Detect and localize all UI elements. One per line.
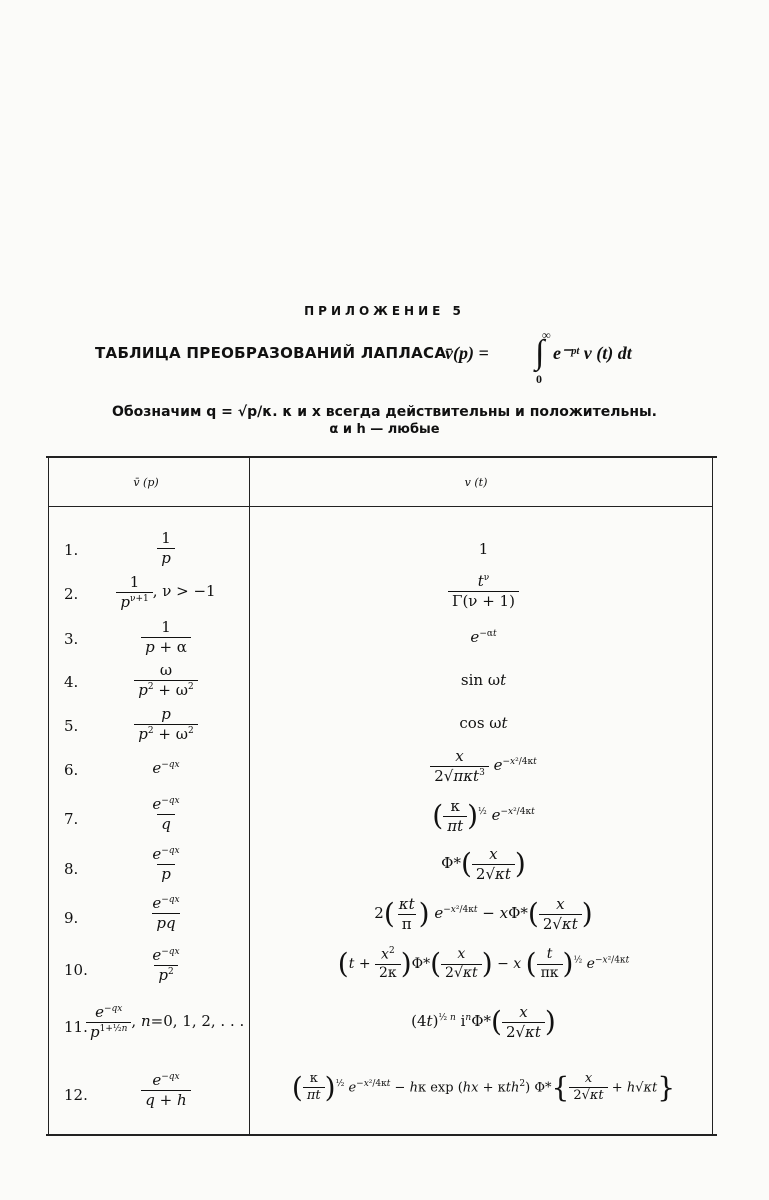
original-cell: sin ωt [460,671,507,689]
row-number: 6. [64,761,79,779]
original-cell: ( $\frac{\kappa}{\pi t}$ )$^{\frac{1}{2}}$ $e^{-x^2/4\kappa t} - h\kappa$ exp (hx + κth$^2$) Φ*{ $\frac{x}{2√\kappa t}$ + h√κt} [291,1070,676,1104]
original-cell: 2( $\frac{\kappa t}{\pi}$ ) $e^{-x^2/4\kappa t} - x\Phi*$( $\frac{x}{2√\kappa t}$ ) [374,895,593,933]
row-number: 10. [64,961,88,979]
image-cell: $\frac{1}{p + \alpha}$ [91,619,241,655]
appendix-label: ПРИЛОЖЕНИЕ 5 [304,304,465,318]
page-title: ТАБЛИЦА ПРЕОБРАЗОВАНИЙ ЛАПЛАСА [95,344,447,362]
row-number: 2. [64,585,79,603]
column-header-image: v̄ (p) [133,476,159,489]
integral-lower-limit: 0 [536,372,542,386]
image-cell: $\frac{e^{-qx}}{p}$ [152,845,180,883]
image-cell: $e^{-qx}$ [152,759,180,777]
row-number: 7. [64,810,79,828]
table-border-left [48,458,49,1134]
image-cell: $\frac{1}{p^{\nu+1}}$ , ν > −1 [91,574,241,610]
original-cell: 1 [478,540,489,558]
laplace-formula [445,330,705,390]
title-block [95,330,695,390]
row-number: 1. [64,541,79,559]
formula-lhs: v̄(p) = [445,343,489,363]
image-cell: $\frac{e^{-qx}}{pq}$ [152,894,180,932]
header-divider [48,506,712,507]
table-border-right [712,458,713,1134]
original-cell: (t + $\frac{x^2}{2\kappa}$ )Φ*( $\frac{x}{2√\kappa t}$ ) − x ( $\frac{t}{\pi\kappa}$ )$^{\frac{1}{2}}$ $e^{-x^2/4\kappa t}$ [337,946,630,982]
column-header-original: v (t) [464,476,488,489]
row-number: 12. [64,1086,88,1104]
original-cell: $\frac{x}{2√\pi\kappa t^3}$ $e^{-x^2/4\kappa t}$ [256,748,711,784]
integral-upper-limit: ∞ [542,328,551,342]
row-number: 8. [64,860,79,878]
row-number: 9. [64,909,79,927]
row-number: 3. [64,630,79,648]
subtitle-line-2: α и h — любые [329,422,440,437]
image-cell: $\frac{\omega}{p^2 + \omega^2}$ [91,662,241,698]
laplace-table [46,456,717,1136]
row-number: 4. [64,673,79,691]
image-cell: $\frac{1}{p}$ [91,530,241,566]
original-cell: ( $\frac{\kappa}{\pi t}$ )$^{\frac{1}{2}}$ $e^{-x^2/4\kappa t}$ [432,797,535,835]
image-cell: $\frac{p}{p^2 + \omega^2}$ [91,706,241,742]
original-cell: Φ*( $\frac{x}{2√\kappa t}$ ) [441,845,526,883]
image-cell: $\frac{e^{-qx}}{p^{1+\frac{1}{2}n}}$ , n=0, 1, 2, . . . [86,1004,251,1040]
formula-rhs: e⁻ᵖᵗ v (t) dt [553,343,632,363]
integral-sign-icon: ∫ [535,334,545,371]
row-number: 11. [64,1018,88,1036]
original-cell: cos ωt [459,714,508,732]
original-cell: $(4t)^{\frac{1}{2} n}$ $i^n\Phi*$( $\frac{x}{2√\kappa t}$ ) [411,1003,556,1041]
image-cell: $\frac{e^{-qx}}{q + h}$ [91,1072,241,1108]
image-cell: $\frac{e^{-qx}}{p^2}$ [152,946,180,984]
image-cell: $\frac{e^{-qx}}{q}$ [152,795,180,833]
subtitle [0,404,769,438]
subtitle-line-1: Обозначим q = √p/κ. κ и x всегда действительны и положительны. [112,404,657,420]
row-number: 5. [64,717,79,735]
original-cell: $\frac{t^\nu}{\Gamma(\nu + 1)}$ [256,573,711,609]
original-cell: $e^{-\alpha t}$ [470,628,497,646]
